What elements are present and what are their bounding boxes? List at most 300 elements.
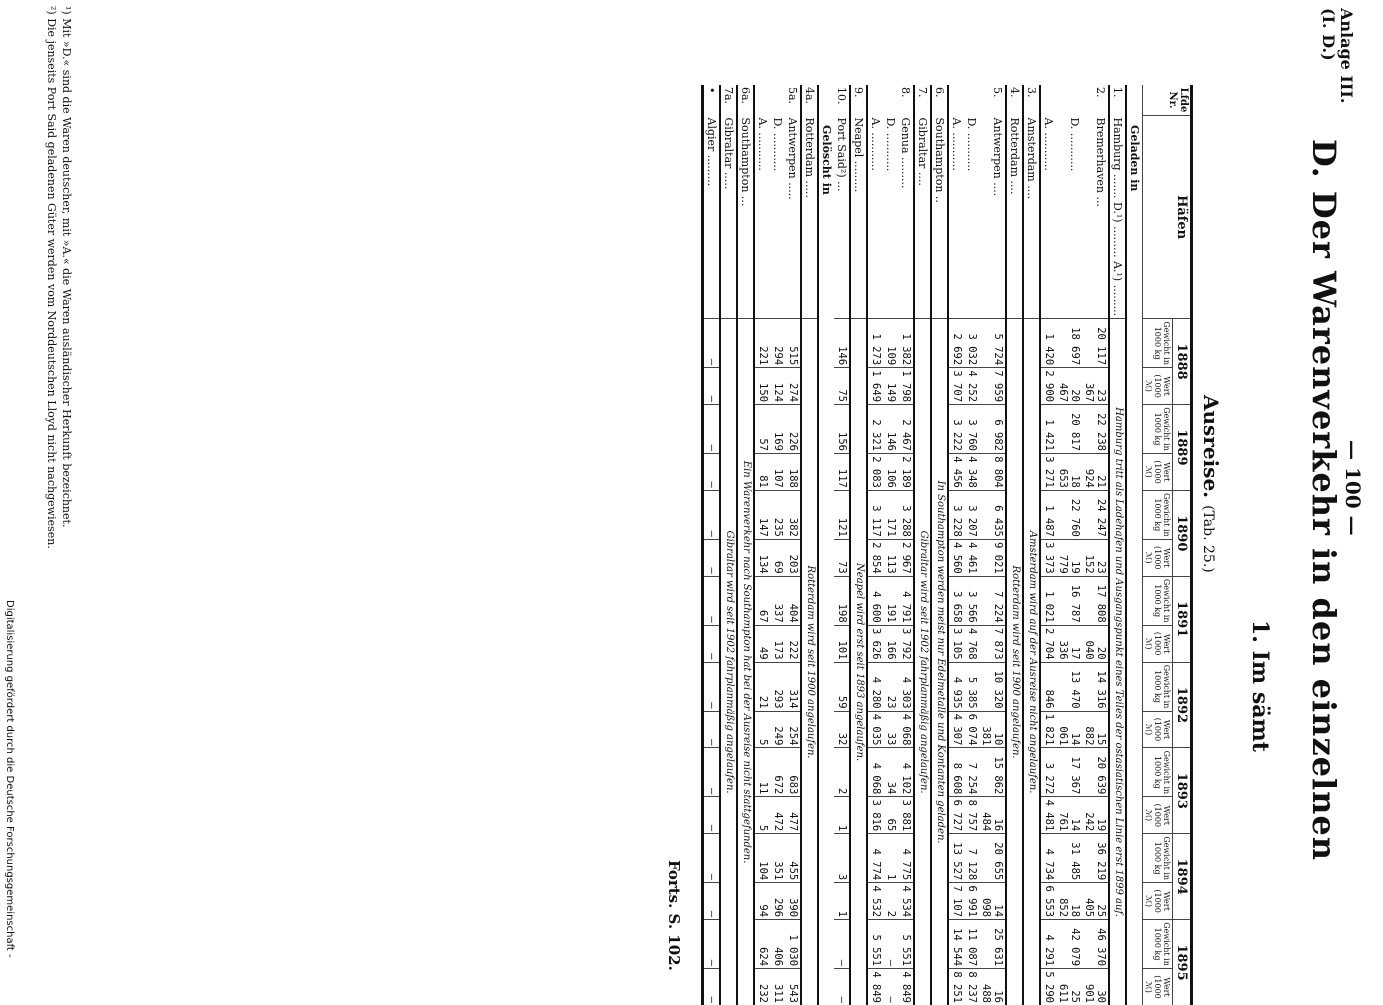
page-number: — 100 —	[1341, 440, 1365, 536]
port-name: Rotterdam ....	[1006, 116, 1023, 319]
value-subheader: Wert (1000 ℳ)	[1143, 368, 1173, 405]
port-name: Port Said²) ...	[834, 116, 850, 319]
table-cell: 94	[754, 883, 770, 920]
table-cell: 337	[770, 576, 785, 625]
row-number: 8.	[898, 85, 914, 116]
table-row	[737, 85, 754, 1005]
table-row	[850, 85, 867, 1005]
table-cell: —	[704, 883, 720, 920]
table-cell: 191	[883, 576, 898, 625]
weight-subheader: Gewicht in 1000 kg	[1143, 834, 1173, 883]
table-cell: 3 271	[1040, 454, 1056, 491]
table-cell: 24 247	[1082, 490, 1109, 539]
table-cell: 7 128	[964, 834, 979, 883]
digitization-credit	[2, 600, 16, 995]
table-cell: 3 228	[948, 490, 964, 539]
table-cell: 2 321	[867, 405, 883, 454]
table-cell: —	[704, 711, 720, 748]
port-name: Southampton ..	[931, 116, 948, 319]
table-cell: 124	[770, 368, 785, 405]
row-number: 1.	[1109, 85, 1126, 116]
table-cell: 6 991	[964, 883, 979, 920]
table-cell: 23 152	[1082, 539, 1109, 576]
year-header: 1891	[1173, 576, 1191, 662]
table-cell: 8 237	[964, 969, 979, 1005]
row-number: 2.	[1082, 85, 1109, 116]
table-cell: 69	[770, 539, 785, 576]
row-note: Hamburg tritt als Ladehafen und Ausgangspunkt eines Teiles der ostasiatischen Linie erst 1899 auf.	[1109, 319, 1126, 1005]
table-cell: 846	[1040, 662, 1056, 711]
table-cell: 101	[834, 625, 850, 662]
table-cell: 4 303	[898, 662, 914, 711]
table-cell: 147	[754, 490, 770, 539]
port-name: Hamburg ....... D.¹) ......... A.¹) .........	[1109, 116, 1126, 319]
row-number	[964, 85, 979, 116]
continuation-note: Forts. S. 102.	[665, 860, 683, 971]
table-row	[754, 85, 770, 1005]
year-header: 1888	[1173, 319, 1191, 405]
value-subheader: Wert (1000 ℳ)	[1143, 797, 1173, 834]
table-cell: —	[704, 797, 720, 834]
table-cell: 3 222	[948, 405, 964, 454]
table-cell: 390	[785, 883, 801, 920]
table-cell: 121	[834, 490, 850, 539]
table-cell: 134	[754, 539, 770, 576]
table-cell: 406	[770, 920, 785, 969]
table-cell: 4 791	[898, 576, 914, 625]
table-cell: 543	[785, 969, 801, 1005]
table-cell: 25 631	[979, 920, 1006, 969]
page-subtitle: 1. Im sämt	[1247, 620, 1273, 752]
table-cell: 1	[834, 883, 850, 920]
table-row	[867, 85, 883, 1005]
table-cell: 232	[754, 969, 770, 1005]
table-cell: 109	[883, 319, 898, 368]
table-cell: 106	[883, 454, 898, 491]
port-name: Antwerpen ....	[979, 116, 1006, 319]
table-cell: 75	[834, 368, 850, 405]
weight-subheader: Gewicht in 1000 kg	[1143, 576, 1173, 625]
table-cell: 65	[883, 797, 898, 834]
table-cell: 3 816	[867, 797, 883, 834]
table-cell: —	[704, 748, 720, 797]
value-subheader: Wert (1000 ℳ)	[1143, 883, 1173, 920]
table-cell: 4 035	[867, 711, 883, 748]
table-cell: 3 207	[964, 490, 979, 539]
table-cell: 15 862	[979, 748, 1006, 797]
table-cell: 4 849	[867, 969, 883, 1005]
port-name: Amsterdam ....	[1023, 116, 1040, 319]
table-cell: 2 967	[898, 539, 914, 576]
table-cell: 5	[754, 797, 770, 834]
table-cell: 4 456	[948, 454, 964, 491]
table-cell: —	[883, 920, 898, 969]
table-cell: 20 655	[979, 834, 1006, 883]
table-row	[1023, 85, 1040, 1005]
table-cell: 15 882	[1082, 711, 1109, 748]
table-cell: 46 370	[1082, 920, 1109, 969]
weight-subheader: Gewicht in 1000 kg	[1143, 920, 1173, 969]
table-cell: 4 252	[964, 368, 979, 405]
table-cell: —	[704, 490, 720, 539]
table-cell: 59	[834, 662, 850, 711]
table-cell: 4 068	[898, 711, 914, 748]
table-cell: 36 219	[1082, 834, 1109, 883]
table-cell: 67	[754, 576, 770, 625]
section-ref: (Tab. 25.)	[1200, 505, 1216, 573]
table-cell: 104	[754, 834, 770, 883]
table-cell: 57	[754, 405, 770, 454]
table-cell: 3 626	[867, 625, 883, 662]
table-cell: 3 105	[948, 625, 964, 662]
port-name: Genua .........	[898, 116, 914, 319]
table-cell: 293	[770, 662, 785, 711]
row-number	[770, 85, 785, 116]
footnote-1: ¹) Mit »D.« sind die Waren deutscher, mit »A.« die Waren ausländischer Herkunft bezeichnet.	[60, 6, 73, 528]
table-cell: 73	[834, 539, 850, 576]
table-cell: —	[704, 454, 720, 491]
table-cell: 1 421	[1040, 405, 1056, 454]
port-name: Algier .........	[704, 116, 720, 319]
table-row	[914, 85, 931, 1005]
table-cell: 1 649	[867, 368, 883, 405]
table-row	[770, 85, 785, 1005]
table-cell: 10 381	[979, 711, 1006, 748]
table-cell: 23	[883, 662, 898, 711]
table-cell: 4 768	[964, 625, 979, 662]
row-number: 5.	[979, 85, 1006, 116]
table-cell: 20 117	[1082, 319, 1109, 368]
table-cell: 13 470	[1056, 662, 1082, 711]
table-cell: 311	[770, 969, 785, 1005]
year-header: 1892	[1173, 662, 1191, 748]
table-cell: 1 382	[898, 319, 914, 368]
section-unloaded-label: Gelöscht in	[820, 125, 833, 195]
table-cell: 25 405	[1082, 883, 1109, 920]
table-cell: 1 487	[1040, 490, 1056, 539]
table-cell: 2 083	[867, 454, 883, 491]
table-cell: 8 608	[948, 748, 964, 797]
table-cell: 314	[785, 662, 801, 711]
table-cell: 22 238	[1082, 405, 1109, 454]
table-cell: 249	[770, 711, 785, 748]
col-port-header: Häfen	[1143, 116, 1191, 319]
table-cell: 4 532	[867, 883, 883, 920]
table-cell: 21 924	[1082, 454, 1109, 491]
annex-sub: (I. D.)	[1319, 8, 1338, 61]
section-title: Ausreise.	[1199, 395, 1223, 499]
table-cell: 683	[785, 748, 801, 797]
table-cell: 146	[883, 405, 898, 454]
table-cell: 18 697	[1056, 319, 1082, 368]
value-subheader: Wert (1000 ℳ)	[1143, 969, 1173, 1005]
table-cell: 4 102	[898, 748, 914, 797]
table-cell: 8 251	[948, 969, 964, 1005]
port-name: A. ...........	[869, 117, 882, 171]
row-note: Rotterdam wird seit 1900 angelaufen.	[801, 319, 818, 1005]
table-cell: —	[834, 920, 850, 969]
port-name: A. ...........	[950, 117, 963, 171]
table-cell: 4 280	[867, 662, 883, 711]
year-header: 1895	[1173, 920, 1191, 1005]
table-cell: 7 224	[979, 576, 1006, 625]
weight-subheader: Gewicht in 1000 kg	[1143, 662, 1173, 711]
table-cell: 49	[754, 625, 770, 662]
table-cell: 113	[883, 539, 898, 576]
row-number: 10.	[834, 85, 850, 116]
table-cell: 7 107	[948, 883, 964, 920]
col-nr-header: Lfde Nr.	[1143, 85, 1191, 116]
table-cell: 4 348	[964, 454, 979, 491]
freight-table	[701, 85, 1193, 1005]
table-cell: 18 852	[1056, 883, 1082, 920]
table-cell: —	[704, 834, 720, 883]
row-number: 4.	[1006, 85, 1023, 116]
year-header: 1894	[1173, 834, 1191, 920]
port-name: Neapel .........	[850, 116, 867, 319]
port-name: Antwerpen .....	[785, 116, 801, 319]
table-cell: 3 658	[948, 576, 964, 625]
weight-subheader: Gewicht in 1000 kg	[1143, 748, 1173, 797]
port-name: Gibraltar .....	[720, 116, 737, 319]
table-row	[1109, 85, 1126, 1005]
table-cell: —	[883, 969, 898, 1005]
table-cell: —	[704, 625, 720, 662]
table-cell: 4 461	[964, 539, 979, 576]
weight-subheader: Gewicht in 1000 kg	[1143, 490, 1173, 539]
row-number	[867, 85, 883, 116]
year-header: 1893	[1173, 748, 1191, 834]
weight-subheader: Gewicht in 1000 kg	[1143, 405, 1173, 454]
table-cell: 3	[834, 834, 850, 883]
table-cell: 5 290	[1040, 969, 1056, 1005]
row-note: Neapel wird erst seit 1893 angelaufen.	[850, 319, 867, 1005]
table-cell: 14 761	[1056, 797, 1082, 834]
table-cell: 3 707	[948, 368, 964, 405]
table-row	[720, 85, 737, 1005]
weight-subheader: Gewicht in 1000 kg	[1143, 319, 1173, 368]
table-cell: 1 030	[785, 920, 801, 969]
table-cell: 188	[785, 454, 801, 491]
table-cell: 672	[770, 748, 785, 797]
value-subheader: Wert (1000 ℳ)	[1143, 454, 1173, 491]
year-header: 1889	[1173, 405, 1191, 491]
row-note: Gibraltar wird seit 1902 fahrplanmäßig angelaufen.	[720, 319, 737, 1005]
table-cell: 382	[785, 490, 801, 539]
port-name: D. ...........	[965, 117, 978, 172]
row-number: 3.	[1023, 85, 1040, 116]
table-cell: 274	[785, 368, 801, 405]
table-cell: 515	[785, 319, 801, 368]
table-cell: 32	[834, 711, 850, 748]
table-cell: 6 982	[979, 405, 1006, 454]
footnote-2: ²) Die jenseits Port Said geladenen Güter werden vom Norddeutschen Lloyd nicht nachgewiesen.	[45, 6, 58, 549]
table-cell: 5 385	[964, 662, 979, 711]
table-cell: 4 068	[867, 748, 883, 797]
table-cell: 9 021	[979, 539, 1006, 576]
table-cell: 20 040	[1082, 625, 1109, 662]
row-number	[1056, 85, 1082, 116]
table-cell: 6 435	[979, 490, 1006, 539]
table-cell: 20 817	[1056, 405, 1082, 454]
value-subheader: Wert (1000 ℳ)	[1143, 625, 1173, 662]
value-subheader: Wert (1000 ℳ)	[1143, 711, 1173, 748]
table-cell: —	[704, 662, 720, 711]
table-cell: 14 098	[979, 883, 1006, 920]
table-cell: 4 935	[948, 662, 964, 711]
table-cell: 5 551	[867, 920, 883, 969]
table-cell: 1 798	[898, 368, 914, 405]
table-cell: 198	[834, 576, 850, 625]
table-cell: 1	[883, 834, 898, 883]
table-cell: 2 692	[948, 319, 964, 368]
table-cell: 4 307	[948, 711, 964, 748]
table-cell: 3 881	[898, 797, 914, 834]
table-cell: 5	[754, 711, 770, 748]
table-cell: 33	[883, 711, 898, 748]
table-cell: 31 485	[1056, 834, 1082, 883]
table-cell: —	[704, 920, 720, 969]
table-cell: 1 821	[1040, 711, 1056, 748]
table-cell: 1 273	[867, 319, 883, 368]
table-row	[1040, 85, 1056, 1005]
value-subheader: Wert (1000 ℳ)	[1143, 539, 1173, 576]
row-note: Rotterdam wird seit 1900 angelaufen.	[1006, 319, 1023, 1005]
table-cell: 2 854	[867, 539, 883, 576]
row-number: 5a.	[785, 85, 801, 116]
table-cell: 4 774	[867, 834, 883, 883]
table-cell: 22 760	[1056, 490, 1082, 539]
table-cell: 1	[834, 797, 850, 834]
table-cell: 6 074	[964, 711, 979, 748]
table-row	[948, 85, 964, 1005]
table-cell: 3 032	[964, 319, 979, 368]
table-cell: —	[704, 319, 720, 368]
page-title: D. Der Warenverkehr in den einzelnen	[1305, 138, 1343, 862]
row-number: 9.	[850, 85, 867, 116]
table-cell: 2	[883, 883, 898, 920]
table-cell: 30 901	[1082, 969, 1109, 1005]
row-number	[948, 85, 964, 116]
port-name: A. ...........	[756, 117, 769, 171]
table-cell: 5 724	[979, 319, 1006, 368]
table-cell: 472	[770, 797, 785, 834]
table-row	[834, 85, 850, 1005]
row-note: Gibraltar wird seit 1902 fahrplanmäßig angelaufen.	[914, 319, 931, 1005]
table-cell: 222	[785, 625, 801, 662]
port-name: Rotterdam .....	[801, 116, 818, 319]
port-name: A. ...........	[1042, 117, 1055, 171]
row-number	[754, 85, 770, 116]
table-cell: 171	[883, 490, 898, 539]
table-cell: 4 734	[1040, 834, 1056, 883]
port-name: D. ...........	[1068, 117, 1081, 172]
table-cell: 5 551	[898, 920, 914, 969]
table-cell: 2	[834, 748, 850, 797]
table-cell: 10 320	[979, 662, 1006, 711]
table-cell: 2 900	[1040, 368, 1056, 405]
table-cell: 221	[754, 319, 770, 368]
table-cell: 23 367	[1082, 368, 1109, 405]
table-cell: 17 336	[1056, 625, 1082, 662]
table-row	[1006, 85, 1023, 1005]
table-cell: 20 639	[1082, 748, 1109, 797]
table-cell: 2 704	[1040, 625, 1056, 662]
table-cell: 4 775	[898, 834, 914, 883]
row-number: 4a.	[801, 85, 818, 116]
row-note: Amsterdam wird auf der Ausreise nicht angelaufen.	[1023, 319, 1040, 1005]
row-number: •	[704, 85, 720, 116]
row-number	[1040, 85, 1056, 116]
table-row	[1082, 85, 1109, 1005]
table-cell: 11	[754, 748, 770, 797]
table-cell: 169	[770, 405, 785, 454]
table-cell: 6 727	[948, 797, 964, 834]
table-cell: 6 553	[1040, 883, 1056, 920]
table-cell: 455	[785, 834, 801, 883]
table-cell: 19 779	[1056, 539, 1082, 576]
port-name: Gibraltar ....	[914, 116, 931, 319]
table-row	[964, 85, 979, 1005]
table-cell: 7 873	[979, 625, 1006, 662]
table-cell: 226	[785, 405, 801, 454]
table-row	[704, 85, 720, 1005]
table-cell: —	[704, 405, 720, 454]
table-cell: 13 527	[948, 834, 964, 883]
table-cell: 16 488	[979, 969, 1006, 1005]
table-cell: 14 061	[1056, 711, 1082, 748]
table-cell: —	[704, 969, 720, 1005]
table-cell: 624	[754, 920, 770, 969]
table-cell: 16 787	[1056, 576, 1082, 625]
table-cell: 18 653	[1056, 454, 1082, 491]
table-cell: —	[834, 969, 850, 1005]
table-cell: 203	[785, 539, 801, 576]
table-cell: 1 021	[1040, 576, 1056, 625]
table-cell: 173	[770, 625, 785, 662]
table-cell: 20 467	[1056, 368, 1082, 405]
row-number: 6.	[931, 85, 948, 116]
row-note: In Southampton werden meist nur Edelmetalle und Kontanten geladen.	[931, 319, 948, 1005]
table-cell: 19 242	[1082, 797, 1109, 834]
table-cell: 7 254	[964, 748, 979, 797]
section-loaded-label: Geladen in	[1128, 125, 1141, 192]
table-cell: 1 420	[1040, 319, 1056, 368]
table-cell: 166	[883, 625, 898, 662]
table-row	[883, 85, 898, 1005]
table-cell: 34	[883, 748, 898, 797]
table-cell: 404	[785, 576, 801, 625]
table-cell: 294	[770, 319, 785, 368]
table-row	[979, 85, 1006, 1005]
table-row	[1056, 85, 1082, 1005]
table-cell: 4 849	[898, 969, 914, 1005]
table-cell: 107	[770, 454, 785, 491]
row-number	[883, 85, 898, 116]
table-row	[931, 85, 948, 1005]
table-cell: 156	[834, 405, 850, 454]
table-cell: 146	[834, 319, 850, 368]
row-note: Ein Warenverkehr nach Southampton hat bei der Ausreise nicht stattgefunden.	[737, 319, 754, 1005]
table-cell: 4 560	[948, 539, 964, 576]
table-cell: 3 117	[867, 490, 883, 539]
table-cell: 81	[754, 454, 770, 491]
table-cell: 235	[770, 490, 785, 539]
table-cell: 2 189	[898, 454, 914, 491]
table-cell: 149	[883, 368, 898, 405]
digitization-text: Digitalisierung gefördert durch die Deutsche Forschungsgemeinschaft -	[4, 600, 15, 958]
table-cell: 3 760	[964, 405, 979, 454]
